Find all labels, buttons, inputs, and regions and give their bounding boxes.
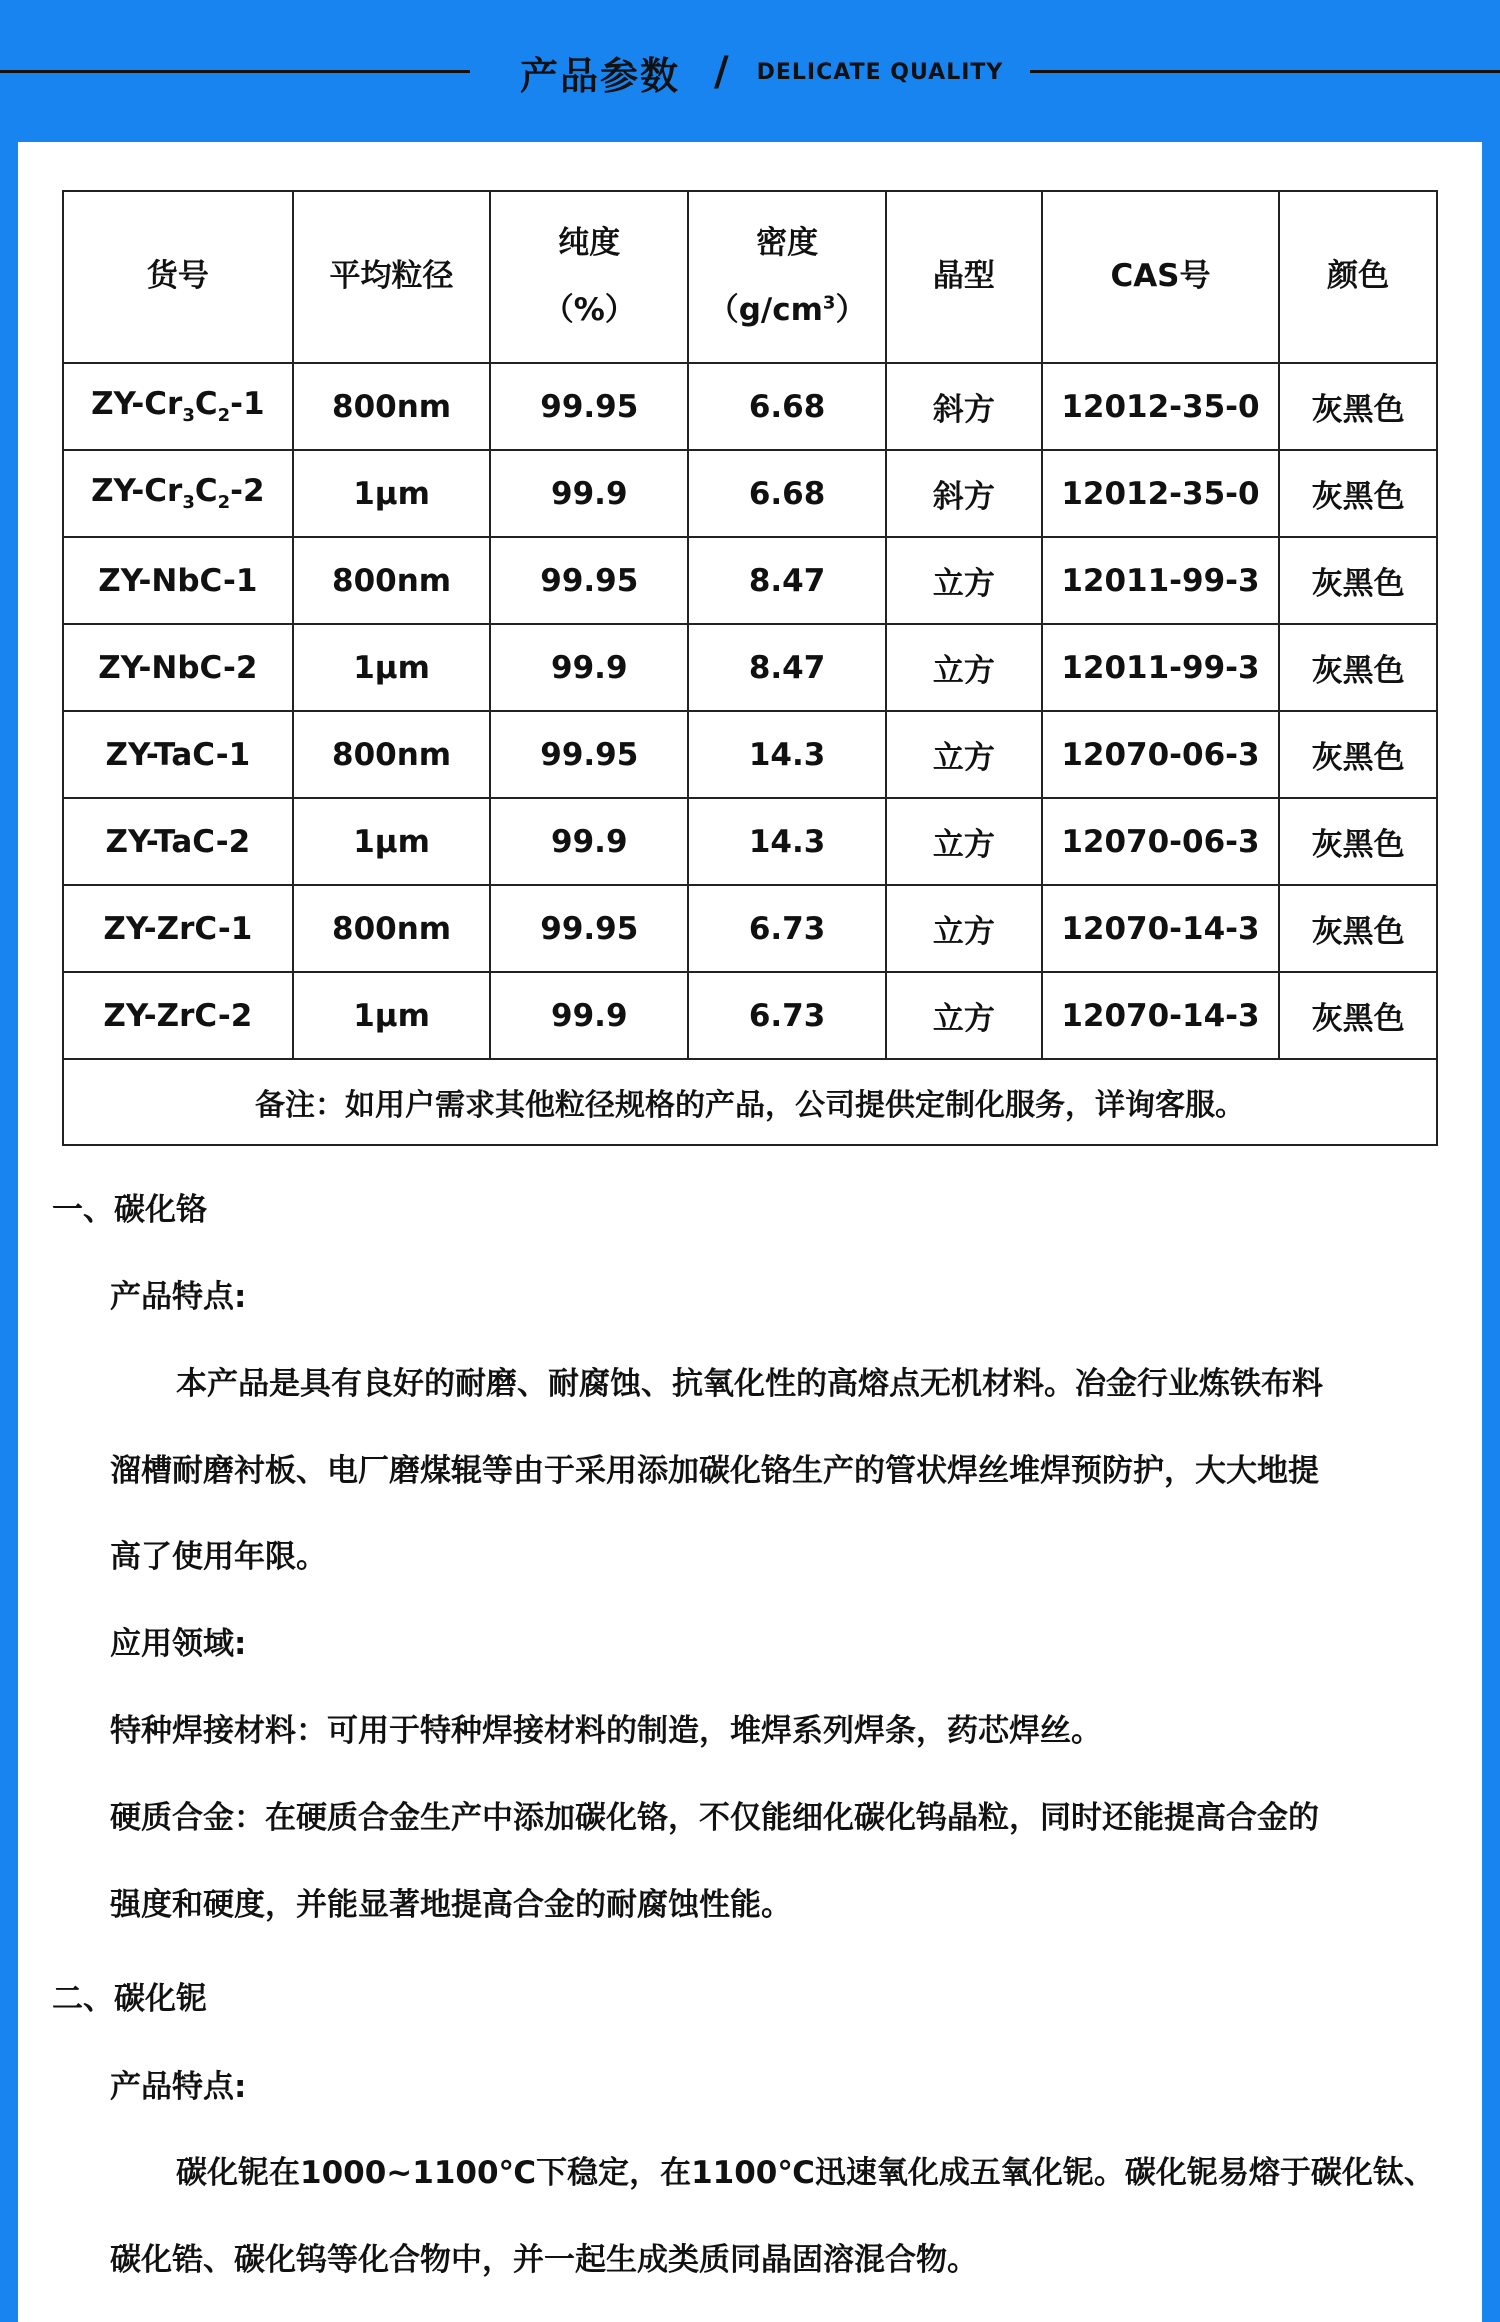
cell-item-no-part: ZY-Cr (91, 386, 183, 423)
cell-color: 灰黑色 (1279, 624, 1437, 711)
cell-color: 灰黑色 (1279, 885, 1437, 972)
cell-cas: 12070-14-3 (1042, 885, 1280, 972)
cell-density: 14.3 (688, 711, 886, 798)
cell-purity: 99.95 (490, 711, 688, 798)
cell-crystal: 立方 (886, 885, 1042, 972)
cell-item-no-sub: 2 (217, 405, 231, 427)
paragraph-line: 硬质合金：在硬质合金生产中添加碳化铬，不仅能细化碳化钨晶粒，同时还能提高合金的 (110, 1800, 1319, 1836)
cell-density: 8.47 (688, 624, 886, 711)
cell-item-no-sub: 3 (182, 492, 195, 514)
banner-rule-right (1030, 70, 1500, 73)
banner-slash: / (714, 49, 729, 95)
cell-crystal: 斜方 (886, 450, 1042, 537)
cell-color: 灰黑色 (1279, 450, 1437, 537)
cell-size: 1μm (293, 798, 491, 885)
cell-purity: 99.9 (490, 450, 688, 537)
cell-size: 800nm (293, 363, 491, 450)
cell-color: 灰黑色 (1279, 363, 1437, 450)
cell-size: 800nm (293, 711, 491, 798)
cell-item-no-part: C (194, 473, 218, 510)
cell-item-no-part: C (194, 386, 218, 423)
cell-cas: 12070-14-3 (1042, 972, 1280, 1059)
header-purity-label: 纯度 (558, 224, 621, 261)
cell-size: 800nm (293, 537, 491, 624)
cell-color: 灰黑色 (1279, 972, 1437, 1059)
cell-item-no-part: ZY-Cr (91, 473, 183, 510)
cell-crystal: 立方 (886, 972, 1042, 1059)
description (18, 142, 1482, 2322)
paragraph-line: 溜槽耐磨衬板、电厂磨煤辊等由于采用添加碳化铬生产的管状焊丝堆焊预防护，大大地提 (110, 1453, 1319, 1489)
cell-item-no: ZY-TaC-2 (63, 798, 293, 885)
cell-color: 灰黑色 (1279, 798, 1437, 885)
header-cas: CAS号 (1042, 191, 1280, 363)
cell-purity: 99.95 (490, 537, 688, 624)
cell-size: 800nm (293, 885, 491, 972)
header-item-no: 货号 (63, 191, 293, 363)
cell-crystal: 立方 (886, 798, 1042, 885)
paragraph-line: 特种焊接材料：可用于特种焊接材料的制造，堆焊系列焊条，药芯焊丝。 (110, 1713, 1102, 1749)
cell-cas: 12011-99-3 (1042, 537, 1280, 624)
header-crystal: 晶型 (886, 191, 1042, 363)
application-label: 应用领域: (110, 1626, 247, 1662)
section-title-chromium-carbide: 一、碳化铬 (52, 1192, 207, 1228)
cell-density: 14.3 (688, 798, 886, 885)
cell-purity: 99.9 (490, 972, 688, 1059)
paragraph-line: 强度和硬度，并能显著地提高合金的耐腐蚀性能。 (110, 1887, 792, 1923)
cell-item-no: ZY-NbC-1 (63, 537, 293, 624)
banner-rule-left (0, 70, 470, 73)
header-density-unit-sup: 3 (822, 292, 836, 314)
cell-crystal: 立方 (886, 537, 1042, 624)
header-color: 颜色 (1279, 191, 1437, 363)
cell-cas: 12012-35-0 (1042, 450, 1280, 537)
section-title-niobium-carbide: 二、碳化铌 (52, 1981, 207, 2017)
cell-purity: 99.9 (490, 624, 688, 711)
cell-size: 1μm (293, 972, 491, 1059)
cell-item-no: ZY-TaC-1 (63, 711, 293, 798)
banner-title-zh: 产品参数 (520, 53, 681, 98)
cell-color: 灰黑色 (1279, 537, 1437, 624)
header-purity-unit: （%） (542, 292, 636, 328)
feature-label: 产品特点: (110, 1279, 247, 1315)
cell-density: 6.68 (688, 450, 886, 537)
cell-crystal: 斜方 (886, 363, 1042, 450)
cell-density: 6.68 (688, 363, 886, 450)
header-density-unit-post: ） (835, 292, 867, 328)
cell-item-no-sub: 3 (182, 405, 195, 427)
cell-purity: 99.9 (490, 798, 688, 885)
cell-crystal: 立方 (886, 624, 1042, 711)
cell-density: 8.47 (688, 537, 886, 624)
paragraph-line: 本产品是具有良好的耐磨、耐腐蚀、抗氧化性的高熔点无机材料。冶金行业炼铁布料 (176, 1366, 1323, 1402)
feature-label: 产品特点: (110, 2069, 247, 2105)
cell-color: 灰黑色 (1279, 711, 1437, 798)
header-density-label: 密度 (756, 224, 819, 261)
paragraph-line: 碳化锆、碳化钨等化合物中，并一起生成类质同晶固溶混合物。 (110, 2242, 978, 2278)
cell-crystal: 立方 (886, 711, 1042, 798)
cell-purity: 99.95 (490, 885, 688, 972)
cell-density: 6.73 (688, 972, 886, 1059)
cell-item-no: ZY-NbC-2 (63, 624, 293, 711)
cell-item-no-part: -1 (230, 386, 265, 423)
cell-item-no-part: -2 (230, 473, 265, 510)
header-density-unit-pre: （g/cm (707, 292, 823, 328)
cell-cas: 12070-06-3 (1042, 798, 1280, 885)
cell-purity: 99.95 (490, 363, 688, 450)
content-panel (18, 142, 1482, 2322)
paragraph-line: 碳化铌在1000~1100℃下稳定，在1100℃迅速氧化成五氧化铌。碳化铌易熔于碳化钛、 (176, 2155, 1435, 2191)
cell-cas: 12012-35-0 (1042, 363, 1280, 450)
cell-cas: 12070-06-3 (1042, 711, 1280, 798)
cell-size: 1μm (293, 624, 491, 711)
banner-title (520, 44, 1020, 100)
cell-item-no-sub: 2 (217, 492, 231, 514)
paragraph-line: 高了使用年限。 (110, 1539, 327, 1575)
cell-density: 6.73 (688, 885, 886, 972)
cell-cas: 12011-99-3 (1042, 624, 1280, 711)
header-particle-size: 平均粒径 (293, 191, 491, 363)
cell-item-no: ZY-ZrC-1 (63, 885, 293, 972)
table-note: 备注：如用户需求其他粒径规格的产品，公司提供定制化服务，详询客服。 (63, 1059, 1437, 1145)
banner-title-en: DELICATE QUALITY (756, 59, 1004, 85)
header-banner (0, 0, 1500, 142)
cell-item-no: ZY-ZrC-2 (63, 972, 293, 1059)
cell-size: 1μm (293, 450, 491, 537)
